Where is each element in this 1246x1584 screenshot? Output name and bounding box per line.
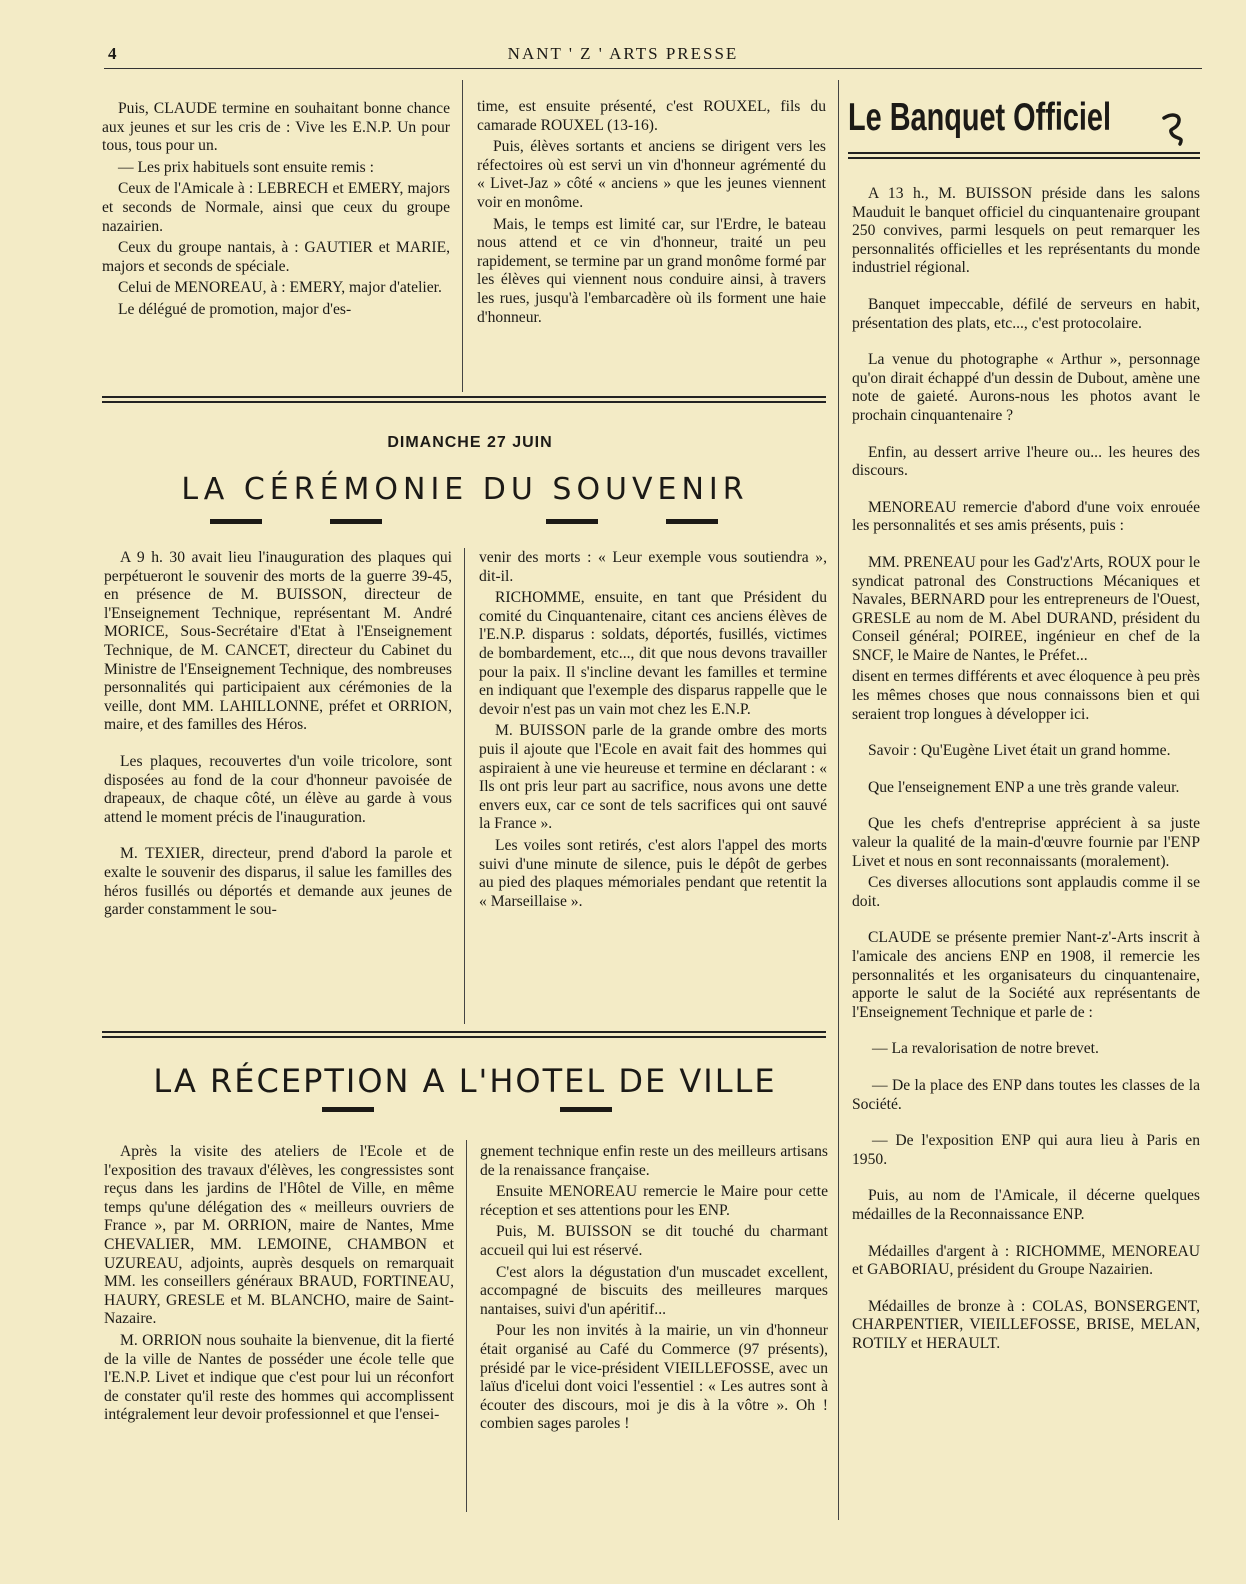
paragraph: M. ORRION nous souhaite la bienvenue, dit la fierté de la ville de Nantes de posséder une école telle que l'E.N.P. Livet et indique que c'est pour lui un réconfort de constater qu'il reste des hommes qui accomplissent intégralement leur devoir professionnel et que l'ensei- (104, 1331, 454, 1424)
paragraph: M. BUISSON parle de la grande ombre des morts puis il ajoute que l'Ecole en avait fait des hommes qui aspiraient à une vie heureuse et termine en déclarant : « Ils ont pris leur part au sacrifice, nous avons une dette envers eux, car ce sont de tels sacrifices qui ont sauvé la France ». (479, 722, 827, 833)
title-ornament (322, 1107, 374, 1112)
paragraph: La venue du photographe « Arthur », personnage qu'on dirait échappé d'un dessin de Dubout, amène une note de gaieté. Aurons-nous les photos avant le prochain cinquantenaire ? (852, 351, 1200, 424)
paragraph: Les voiles sont retirés, c'est alors l'appel des morts suivi d'une minute de silence, puis le dépôt de gerbes au pied des plaques mémoriales pendant que retentit la « Marseillaise ». (479, 836, 827, 910)
paragraph: A 13 h., M. BUISSON préside dans les salons Mauduit le banquet officiel du cinquantenaire groupant 250 convives, parmi lesquels on peut remarquer les personnalités officielles et les représentants du monde industriel régional. (852, 185, 1200, 277)
paragraph: venir des morts : « Leur exemple vous soutiendra », dit-il. (479, 549, 827, 585)
ornament-icon (1160, 108, 1188, 153)
paragraph: Ceux de l'Amicale à : LEBRECH et EMERY, majors et seconds de Normale, ainsi que ceux du groupe nazairien. (102, 180, 450, 235)
paragraph: CLAUDE se présente premier Nant-z'-Arts inscrit à l'amicale des anciens ENP en 1908, il remercie les personnalités et les organisateurs du cinquantenaire, apporte le salut de la Société aux représentants de l'Enseignement Technique et parle de : (852, 929, 1200, 1021)
paragraph: Puis, M. BUISSON se dit touché du charmant accueil qui lui est réservé. (480, 1223, 828, 1259)
paragraph: — La revalorisation de notre brevet. (872, 1040, 1099, 1058)
banquet-column (852, 185, 1200, 1372)
title-ornament (560, 1107, 612, 1112)
paragraph: Ensuite MENOREAU remercie le Maire pour cette réception et ses attentions pour les ENP. (480, 1183, 828, 1219)
paragraph: — De la place des ENP dans toutes les classes de la Société. (852, 1076, 1200, 1113)
paragraph: Puis, au nom de l'Amicale, il décerne quelques médailles de la Reconnaissance ENP. (852, 1187, 1200, 1223)
title-ornament (330, 519, 382, 524)
title-ornament (546, 519, 598, 524)
section-divider (102, 396, 826, 403)
paragraph: Médailles de bronze à : COLAS, BONSERGENT, CHARPENTIER, VIEILLEFOSSE, BRISE, MELAN, ROTILY et HERAULT. (852, 1297, 1200, 1352)
title-ornament (666, 519, 718, 524)
paragraph: Médailles d'argent à : RICHOMME, MENOREAU et GABORIAU, président du Groupe Nazairien. (852, 1242, 1200, 1279)
ceremonie-left-column (104, 549, 452, 938)
section-divider (848, 152, 1200, 159)
section-date: DIMANCHE 27 JUIN (387, 434, 553, 451)
paragraph: — Les prix habituels sont ensuite remis : (118, 158, 374, 176)
paragraph: Que l'enseignement ENP a une très grande valeur. (868, 778, 1180, 796)
paragraph: Enfin, au dessert arrive l'heure ou... les heures des discours. (852, 443, 1200, 480)
paragraph: Savoir : Qu'Eugène Livet était un grand homme. (868, 742, 1171, 760)
section-title-reception: LA RÉCEPTION A L'HOTEL DE VILLE (153, 1062, 777, 1100)
column-divider (462, 80, 463, 392)
column-divider (466, 1140, 467, 1512)
header-rule (104, 68, 1202, 69)
paragraph: Celui de MENOREAU, à : EMERY, major d'atelier. (118, 279, 442, 297)
top-middle-column (477, 98, 826, 330)
paragraph: MM. PRENEAU pour les Gad'z'Arts, ROUX pour le syndicat patronal des Constructions Mécaniques et Navales, BERNARD pour les entrepreneurs de l'Ouest, GRESLE au nom de M. Abel DURAND, président du Conseil général; POIREE, ingénieur en chef de la SNCF, le Maire de Nantes, le Préfet... (852, 553, 1200, 664)
reception-left-column (104, 1143, 454, 1428)
paragraph: Le délégué de promotion, major d'es- (118, 300, 352, 318)
paragraph: C'est alors la dégustation d'un muscadet excellent, accompagné de biscuits des meilleures marques nantaises, suivi d'un apéritif... (480, 1263, 828, 1318)
ceremonie-right-column (479, 549, 827, 914)
column-divider (838, 80, 839, 1520)
paragraph: Mais, le temps est limité car, sur l'Erdre, le bateau nous attend et ce vin d'honneur, traité un peu rapidement, se termine par un grand monôme formé par les élèves qui viennent nous conduire ainsi, à travers les rues, jusqu'à l'embarcadère où ils forment une haie d'honneur. (477, 215, 826, 326)
paragraph: MENOREAU remercie d'abord d'une voix enrouée les personnalités et ses amis présents, puis : (852, 498, 1200, 535)
paragraph: A 9 h. 30 avait lieu l'inauguration des plaques qui perpétueront le souvenir des morts de la guerre 39-45, en présence de M. BUISSON, directeur de l'Enseignement Technique, représentant M. André MORICE, Sous-Secrétaire d'Etat à l'Enseignement Technique, de M. CANCET, directeur du Cabinet du Ministre de l'Enseignement Technique, des nombreuses personnalités qui participaient aux cérémonies de la veille, dont MM. LAHILLONNE, préfet et ORRION, maire, et des familles des Héros. (104, 549, 452, 734)
paragraph: Ces diverses allocutions sont applaudis comme il se doit. (852, 874, 1200, 910)
top-left-column (102, 100, 450, 323)
paragraph: Les plaques, recouvertes d'un voile tricolore, sont disposées au fond de la cour d'honneur pavoisée de drapeaux, de chaque côté, un élève au garde à vous attend le moment précis de l'inauguration. (104, 752, 452, 826)
paragraph: Puis, élèves sortants et anciens se dirigent vers les réfectoires où est servi un vin d'honneur agrémenté du « Livet-Jaz » côté « anciens » que les jeunes viennent voir en monôme. (477, 138, 826, 211)
paragraph: disent en termes différents et avec éloquence à peu près les mêmes choses que nous connaissons bien et qui seraient trop longues à développer ici. (852, 668, 1200, 723)
title-ornament (210, 519, 262, 524)
paragraph: gnement technique enfin reste un des meilleurs artisans de la renaissance française. (480, 1143, 828, 1179)
section-title-ceremonie: LA CÉRÉMONIE DU SOUVENIR (181, 472, 749, 507)
section-divider (102, 1031, 826, 1038)
reception-right-column (480, 1143, 828, 1437)
column-divider (464, 548, 465, 1024)
paragraph: Pour les non invités à la mairie, un vin d'honneur était organisé au Café du Commerce (97 présents), présidé par le vice-président VIEILLEFOSSE, avec un laïus d'icelui dont voici l'essentiel : « Les autres sont à écouter des discours, moi je dis à la vôtre ». Oh ! combien sages paroles ! (480, 1322, 828, 1433)
paragraph: RICHOMME, ensuite, en tant que Président du comité du Cinquantenaire, citant ces anciens élèves de l'E.N.P. disparus : soldats, déportés, fusillés, victimes de bombardement, etc..., dit que nous devons travailler pour la paix. Il s'incline devant les familles et termine en indiquant que l'exemple des disparus rappelle que le devoir n'est pas un vain mot chez les E.N.P. (479, 589, 827, 718)
paragraph: time, est ensuite présenté, c'est ROUXEL, fils du camarade ROUXEL (13-16). (477, 98, 826, 134)
paragraph: Après la visite des ateliers de l'Ecole et de l'exposition des travaux d'élèves, les congressistes sont reçus dans les jardins de l'Hôtel de Ville, en même temps qu'une délégation des « meilleurs ouvriers de France », par M. ORRION, maire de Nantes, Mme CHEVALIER, MM. LEMOINE, CHAMBON et UZUREAU, adjoints, auprès desquels on remarquait MM. les conseillers généraux BRAUD, FORTINEAU, HAURY, GRESLE et M. BLANCHO, maire de Saint-Nazaire. (104, 1143, 454, 1328)
paragraph: M. TEXIER, directeur, prend d'abord la parole et exalte le souvenir des disparus, il salue les familles des héros fusillés ou déportés et demande aux jeunes de garder constamment le sou- (104, 845, 452, 919)
newspaper-title: NANT ' Z ' ARTS PRESSE (507, 44, 739, 63)
paragraph: Banquet impeccable, défilé de serveurs en habit, présentation des plats, etc..., c'est protocolaire. (852, 295, 1200, 332)
paragraph: Ceux du groupe nantais, à : GAUTIER et MARIE, majors et seconds de spéciale. (102, 239, 450, 275)
page-number: 4 (108, 44, 119, 63)
paragraph: — De l'exposition ENP qui aura lieu à Paris en 1950. (852, 1132, 1200, 1168)
paragraph: Puis, CLAUDE termine en souhaitant bonne chance aux jeunes et sur les cris de : Vive les E.N.P. Un pour tous, tous pour un. (102, 100, 450, 155)
section-title-banquet: Le Banquet Officiel (848, 96, 1111, 139)
paragraph: Que les chefs d'entreprise apprécient à sa juste valeur la qualité de la main-d'œuvre fournie par l'ENP Livet et nous en sont reconnaissants (moralement). (852, 815, 1200, 870)
